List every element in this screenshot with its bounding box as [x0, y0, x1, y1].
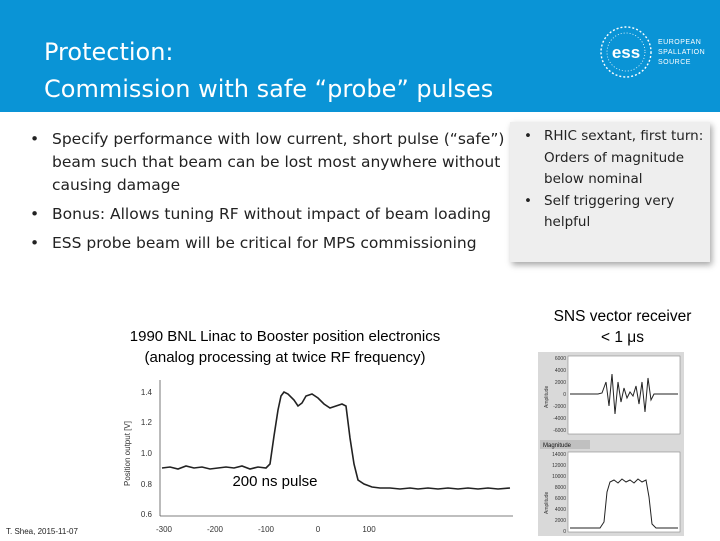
- y2-tick-label: 10000: [552, 474, 566, 480]
- main-bullet-list: [26, 128, 506, 261]
- bnl-caption: [60, 326, 510, 368]
- title-line-2: Commission with safe “probe” pulses: [44, 75, 494, 103]
- footer-credit: T. Shea, 2015-11-07: [6, 527, 78, 536]
- y2-tick-label: 2000: [554, 518, 566, 524]
- rhic-note-list: [510, 122, 710, 234]
- rhic-note-box: [510, 122, 710, 262]
- scope-plot-area-2: [568, 452, 680, 532]
- bnl-caption-line-2: (analog processing at twice RF frequency): [144, 349, 426, 366]
- y-tick-label: 0.6: [140, 510, 152, 519]
- sns-caption-line-2: < 1 μs: [601, 329, 644, 346]
- y-tick-label: 0.8: [140, 480, 152, 489]
- x-tick-label: -300: [155, 525, 173, 534]
- sns-caption: [530, 306, 715, 348]
- logo-mark-text: ess: [611, 43, 641, 62]
- scope-y1-label: Amplitude: [544, 385, 550, 408]
- scope-plot-area-1: [568, 356, 680, 434]
- header-bar: [0, 0, 720, 112]
- ess-logo: [598, 24, 708, 84]
- x-tick-label: 0: [315, 525, 321, 534]
- logo-wordmark: [658, 38, 705, 68]
- bullet-item: • ESS probe beam will be critical for MPS commissioning: [26, 232, 506, 255]
- bnl-caption-line-1: 1990 BNL Linac to Booster position electronics: [129, 328, 441, 345]
- y1-tick-label: 4000: [554, 368, 566, 374]
- y2-tick-label: 6000: [554, 496, 566, 502]
- y-tick-label: 1.0: [140, 449, 152, 458]
- y1-tick-label: -2000: [553, 404, 566, 410]
- x-tick-label: 100: [362, 525, 376, 534]
- y2-tick-label: 0: [563, 529, 566, 535]
- y2-tick-label: 4000: [554, 507, 566, 513]
- plot-y-label: Position output [V]: [123, 421, 132, 486]
- y1-tick-label: -4000: [553, 416, 566, 422]
- logo-line-3: SOURCE: [658, 59, 691, 66]
- ess-logo-mark-icon: [598, 24, 656, 84]
- bnl-position-plot: [118, 376, 518, 540]
- sns-scope-graphics: [538, 352, 684, 536]
- y-tick-label: 1.2: [140, 418, 152, 427]
- bullet-item: • Specify performance with low current, short pulse (“safe”) beam such that beam can be lost most anywhere without causing damage: [26, 128, 506, 197]
- bullet-item: • Bonus: Allows tuning RF without impact of beam loading: [26, 203, 506, 226]
- logo-line-2: SPALLATION: [658, 49, 706, 56]
- note-item: • RHIC sextant, first turn: Orders of magnitude below nominal: [516, 126, 706, 191]
- y1-tick-label: -6000: [553, 428, 566, 434]
- y-tick-label: 1.4: [140, 388, 152, 397]
- y2-tick-label: 8000: [554, 485, 566, 491]
- x-tick-label: -100: [257, 525, 275, 534]
- scope-y2-label: Amplitude: [544, 491, 550, 514]
- y2-tick-label: 14000: [552, 452, 566, 458]
- sns-scope-screenshot: [538, 352, 684, 536]
- y1-tick-label: 0: [563, 392, 566, 398]
- logo-line-1: EUROPEAN: [658, 39, 702, 46]
- sns-caption-line-1: SNS vector receiver: [553, 308, 692, 325]
- note-item: • Self triggering very helpful: [516, 191, 706, 234]
- title-line-1: Protection:: [44, 38, 174, 66]
- y1-tick-label: 6000: [554, 356, 566, 362]
- y2-tick-label: 12000: [552, 463, 566, 469]
- slide-title: [44, 34, 493, 108]
- y1-tick-label: 2000: [554, 380, 566, 386]
- position-trace: [162, 392, 510, 489]
- pulse-annotation: 200 ns pulse: [232, 473, 318, 490]
- magnitude-title: Magnitude: [543, 443, 572, 449]
- x-tick-label: -200: [206, 525, 224, 534]
